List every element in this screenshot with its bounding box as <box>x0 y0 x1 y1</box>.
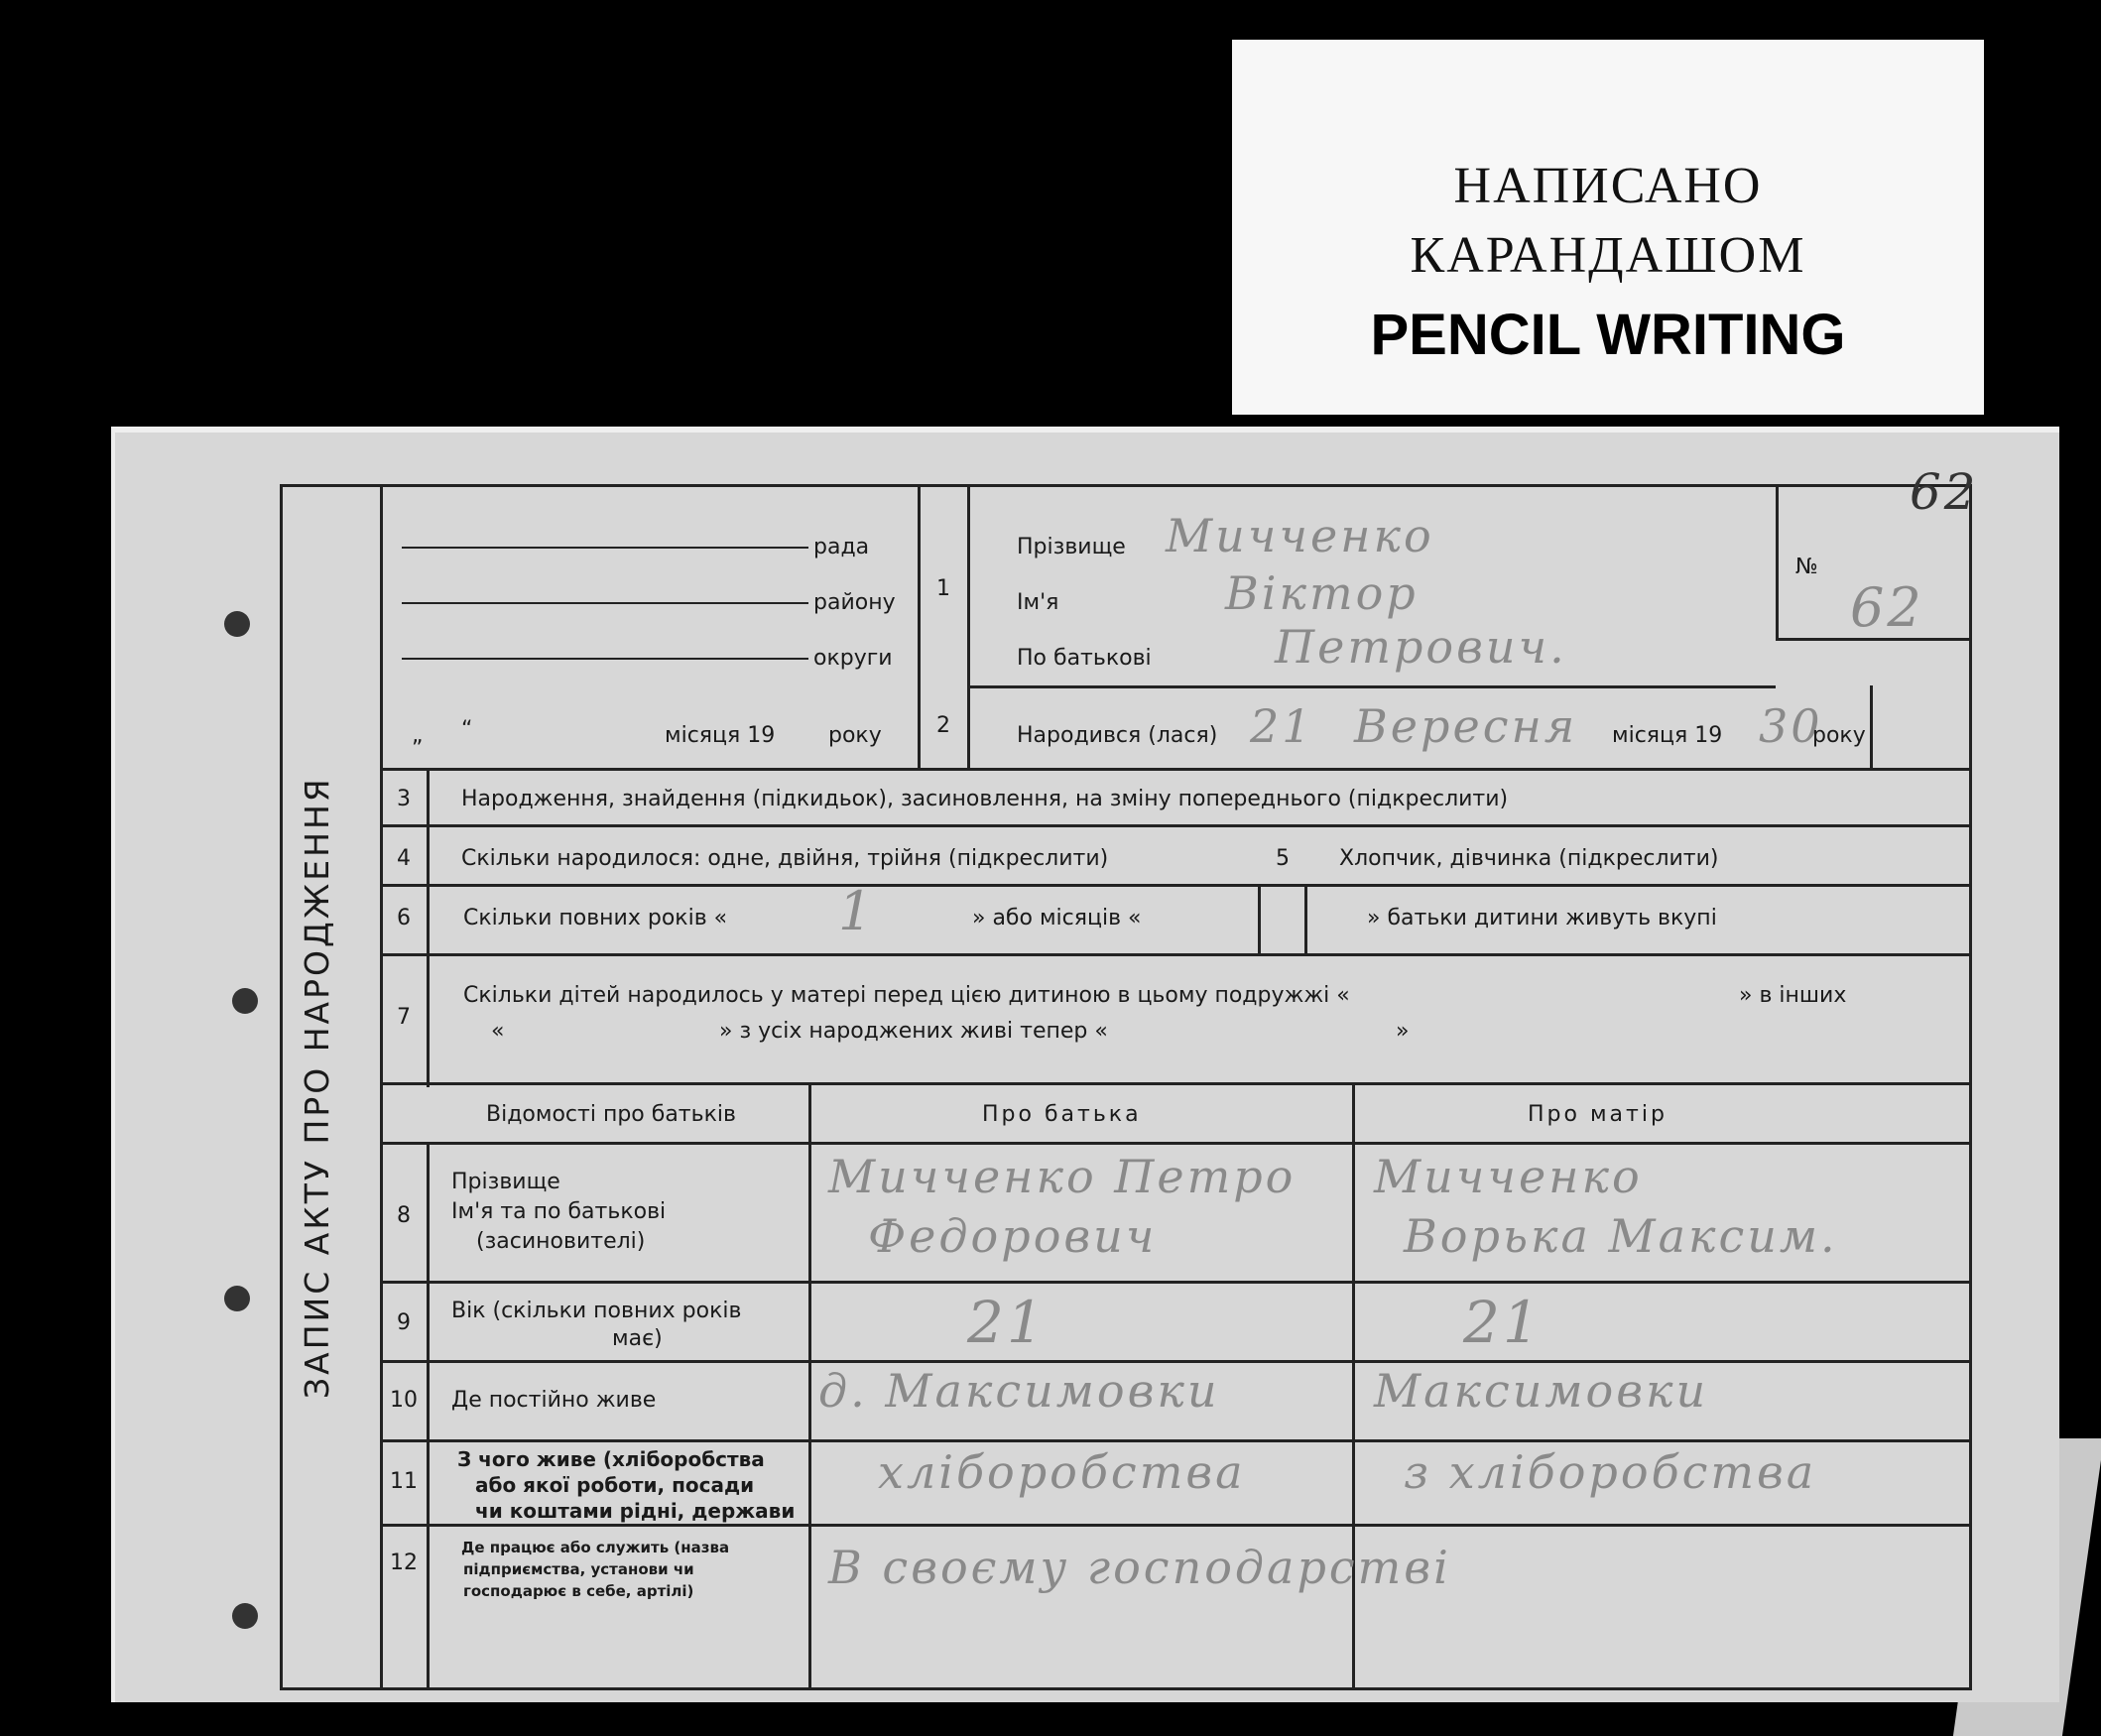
row-number: 11 <box>390 1469 418 1494</box>
row-number: 10 <box>390 1388 418 1413</box>
side-title: ЗАПИС АКТУ ПРО НАРОДЖЕННЯ <box>298 776 336 1399</box>
punch-hole <box>232 988 258 1014</box>
name-value: Віктор <box>1225 566 1419 620</box>
row10-label: Де постійно живе <box>451 1388 657 1413</box>
row6-value: 1 <box>838 880 876 942</box>
row9-label-1: Вік (скільки повних років <box>451 1299 742 1323</box>
name-label: Ім'я <box>1017 590 1059 615</box>
workplace-value: В своєму господарстві <box>828 1541 1451 1594</box>
row7-line2-a: « <box>491 1019 505 1044</box>
date-quote-close: “ <box>461 717 473 742</box>
punch-hole <box>224 611 250 637</box>
father-name-line2: Федорович <box>868 1209 1158 1263</box>
record-number-label: № <box>1795 555 1818 579</box>
row6-text-c: » батьки дитини живуть вкупі <box>1367 906 1717 930</box>
row-number: 9 <box>397 1310 411 1335</box>
mother-name-line1: Мичченко <box>1374 1150 1643 1203</box>
mother-name-line2: Ворька Максим. <box>1404 1209 1838 1263</box>
mother-occupation: з хліборобства <box>1404 1445 1817 1499</box>
row-number: 2 <box>936 713 950 738</box>
pencil-writing-label-card <box>1232 40 1984 415</box>
okrug-label: округи <box>813 646 893 671</box>
father-name-line1: Мичченко Петро <box>828 1150 1297 1203</box>
row8-label-2: Ім'я та по батькові <box>451 1199 667 1224</box>
row12-label-2: підприємства, установи чи <box>463 1560 694 1578</box>
row5-text: Хлопчик, дівчинка (підкреслити) <box>1339 846 1719 871</box>
mother-residence: Максимовки <box>1374 1364 1709 1418</box>
patronymic-value: Петрович. <box>1275 620 1567 674</box>
record-number-value: 62 <box>1850 576 1924 639</box>
year-label: року <box>828 723 882 748</box>
row4-text: Скільки народилося: одне, двійня, трійня (підкреслити) <box>461 846 1109 871</box>
row12-label-1: Де працює або служить (назва <box>461 1539 730 1556</box>
row-number: 4 <box>397 846 411 871</box>
parents-header-col3: Про матір <box>1528 1102 1668 1127</box>
row11-label-2: або якої роботи, посади <box>475 1473 755 1497</box>
row-number: 1 <box>936 576 950 601</box>
father-residence: д. Максимовки <box>818 1364 1220 1418</box>
corner-mark: 62 <box>1910 463 1979 521</box>
month-label: місяця 19 <box>665 723 776 748</box>
row6-text-b: » або місяців « <box>972 906 1142 930</box>
birth-record-form <box>280 463 1979 1690</box>
row-number: 3 <box>397 787 411 811</box>
row7-line2-c: » <box>1396 1019 1410 1044</box>
row-number: 7 <box>397 1005 411 1030</box>
born-label: Народився (лася) <box>1017 723 1218 748</box>
surname-value: Мичченко <box>1166 509 1434 562</box>
born-year-value: 30 <box>1759 699 1823 753</box>
row7-line1-a: Скільки дітей народилось у матері перед цією дитиною в цьому подружжі « <box>463 983 1350 1008</box>
raion-label: району <box>813 590 896 615</box>
punch-hole <box>232 1603 258 1629</box>
born-year-label: року <box>1812 723 1866 748</box>
rada-label: рада <box>813 535 870 559</box>
father-age: 21 <box>967 1289 1047 1356</box>
row12-label-3: господарює в себе, артілі) <box>463 1582 694 1600</box>
row11-label-1: З чого живе (хліборобства <box>457 1447 765 1471</box>
mother-age: 21 <box>1463 1289 1543 1356</box>
label-line-3: PENCIL WRITING <box>1370 303 1846 367</box>
row7-line1-b: » в інших <box>1739 983 1847 1008</box>
row8-label-3: (засиновителі) <box>476 1229 646 1254</box>
row-number: 8 <box>397 1203 411 1228</box>
row9-label-2: має) <box>612 1326 663 1351</box>
surname-label: Прізвище <box>1017 535 1126 559</box>
parents-header-col2: Про батька <box>982 1102 1142 1127</box>
row11-label-3: чи коштами рідні, держави <box>475 1499 796 1523</box>
row-number: 12 <box>390 1550 418 1575</box>
label-line-1: НАПИСАНО <box>1453 158 1763 214</box>
row-number: 6 <box>397 906 411 930</box>
parents-header-col1: Відомості про батьків <box>486 1102 736 1127</box>
father-occupation: хліборобства <box>878 1445 1246 1499</box>
row-number: 5 <box>1276 846 1290 871</box>
row3-text: Народження, знайдення (підкидьок), засиновлення, на зміну попереднього (підкреслити) <box>461 787 1509 811</box>
date-quote-open: „ <box>412 723 424 748</box>
punch-hole <box>224 1286 250 1311</box>
row8-label-1: Прізвище <box>451 1170 560 1194</box>
born-month-label: місяця 19 <box>1612 723 1723 748</box>
born-day-value: 21 <box>1250 699 1314 753</box>
patronymic-label: По батькові <box>1017 646 1152 671</box>
row7-line2-b: » з усіх народжених живі тепер « <box>719 1019 1108 1044</box>
row6-text-a: Скільки повних років « <box>463 906 728 930</box>
born-month-value: Вересня <box>1354 699 1578 753</box>
label-line-2: КАРАНДАШОМ <box>1410 227 1806 284</box>
